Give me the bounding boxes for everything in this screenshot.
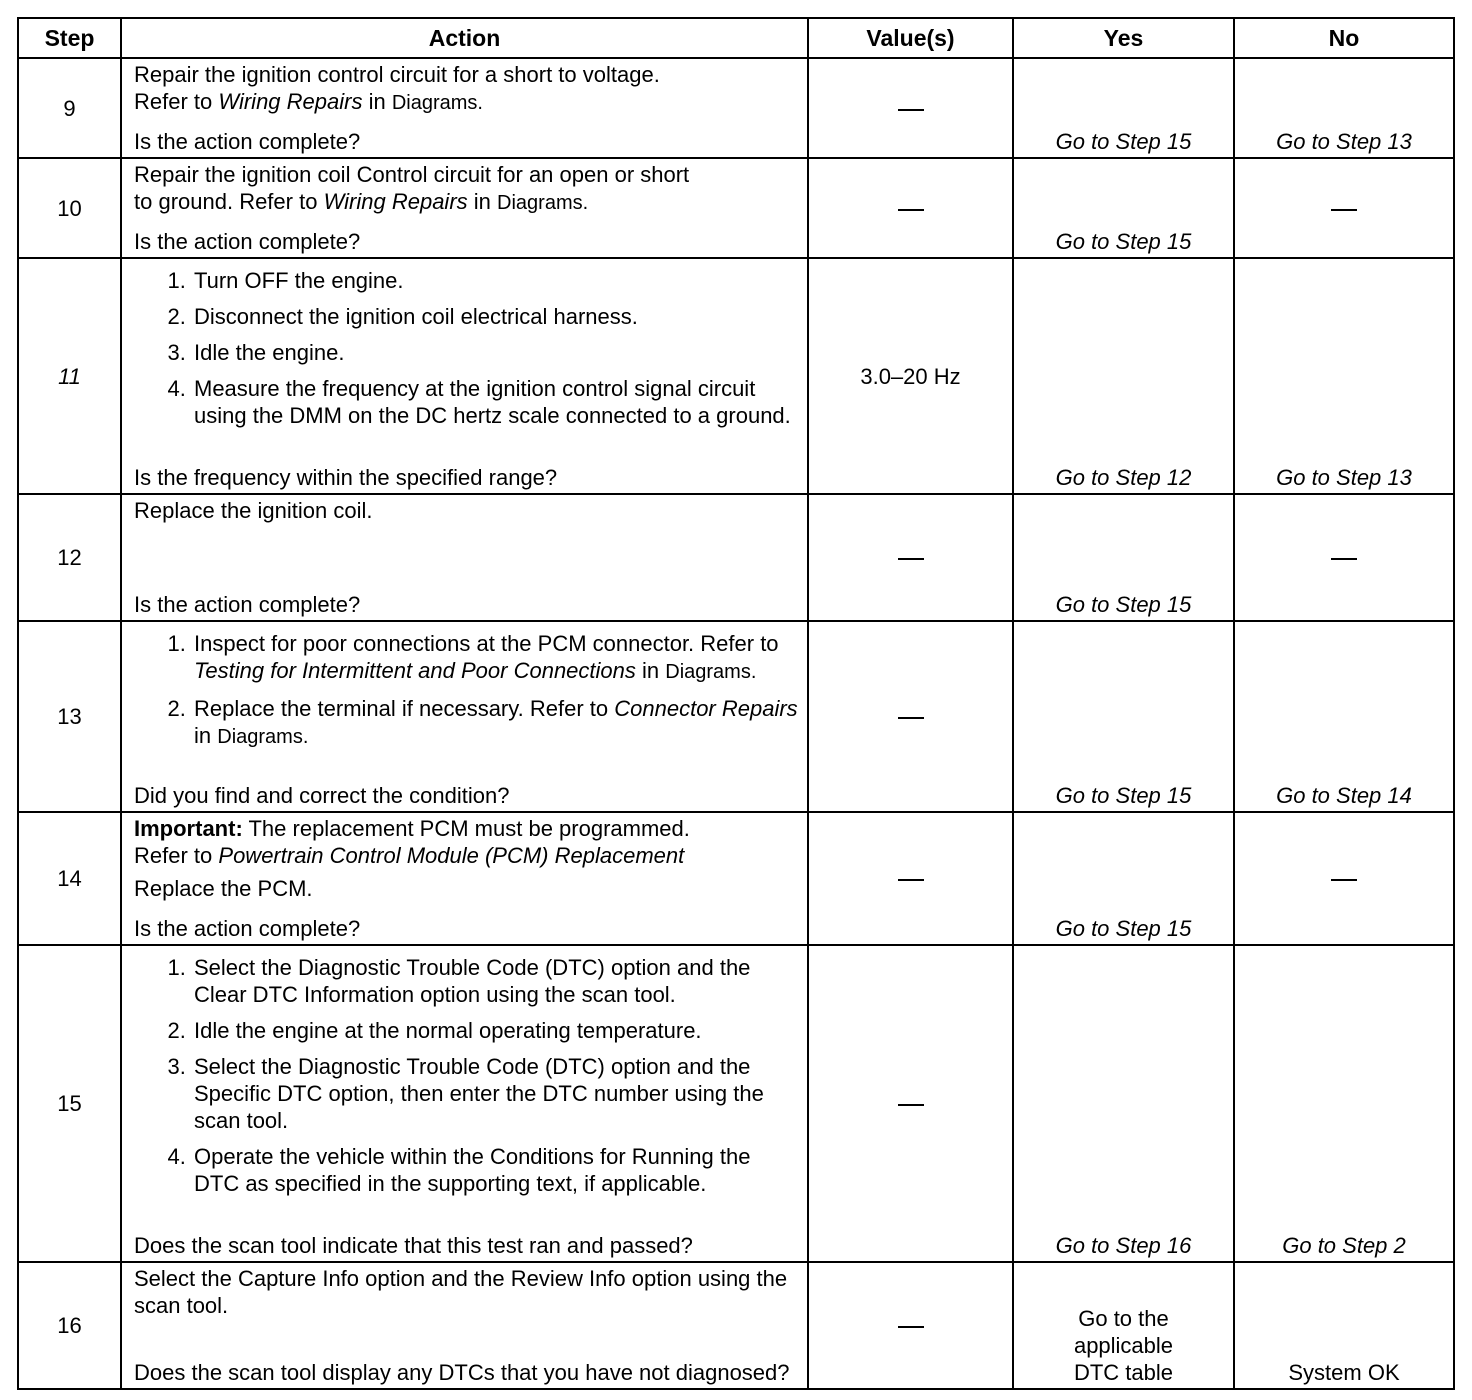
list-item <box>192 630 799 686</box>
reference-link: Testing for Intermittent and Poor Connections <box>194 658 636 683</box>
action-cell <box>121 158 808 258</box>
yes-line: Go to the <box>1078 1306 1169 1331</box>
action-cell <box>121 58 808 158</box>
header-step: Step <box>18 18 121 58</box>
action-text: The replacement PCM must be programmed. <box>248 816 690 841</box>
in-text: in <box>473 189 491 214</box>
table-row-step-15 <box>18 945 1454 1262</box>
yes-cell: Go to Step 15 <box>1013 494 1234 621</box>
yes-cell: Go to Step 15 <box>1013 621 1234 812</box>
action-text: Repair the ignition control circuit for a short to voltage. <box>134 62 660 87</box>
value-cell <box>808 494 1013 621</box>
header-values: Value(s) <box>808 18 1013 58</box>
action-cell <box>121 494 808 621</box>
no-cell <box>1234 494 1454 621</box>
reference-link: Powertrain Control Module (PCM) Replacement <box>218 843 685 868</box>
list-item <box>192 695 799 751</box>
in-text: in <box>194 723 212 748</box>
value-cell <box>808 945 1013 1262</box>
yes-line: applicable <box>1073 1333 1174 1358</box>
diagrams-text: Diagrams. <box>217 726 309 748</box>
list-item: 1. Turn OFF the engine. <box>192 267 799 294</box>
value-cell <box>808 1262 1013 1389</box>
list-item: 4. Measure the frequency at the ignition control signal circuit using the DMM on the DC hertz scale connected to a ground. <box>192 375 799 429</box>
refer-text: Refer to <box>134 89 213 114</box>
no-cell: Go to Step 13 <box>1234 258 1454 494</box>
diagrams-text: Diagrams. <box>497 192 589 214</box>
action-cell <box>121 1262 808 1389</box>
in-text: in <box>368 89 386 114</box>
step-number: 16 <box>18 1262 121 1389</box>
dash-mark <box>898 1326 924 1328</box>
value-cell <box>808 158 1013 258</box>
question-text: Is the action complete? <box>134 229 361 254</box>
refer-text: Refer to <box>134 843 213 868</box>
diagrams-text: Diagrams. <box>391 92 483 114</box>
header-row <box>18 18 1454 58</box>
no-cell <box>1234 158 1454 258</box>
reference-link: Wiring Repairs <box>218 89 363 114</box>
important-label: Important: <box>134 816 243 841</box>
action-text: Inspect for poor connections at the PCM connector. Refer to <box>194 631 779 656</box>
list-item: 2. Idle the engine at the normal operating temperature. <box>192 1017 799 1044</box>
action-cell <box>121 812 808 945</box>
yes-cell: Go to Step 16 <box>1013 945 1234 1262</box>
dash-mark <box>1331 879 1357 881</box>
question-text: Is the action complete? <box>134 592 361 617</box>
yes-cell: Go to Step 15 <box>1013 812 1234 945</box>
step-number: 11 <box>18 258 121 494</box>
step-number: 15 <box>18 945 121 1262</box>
yes-cell <box>1013 1262 1234 1389</box>
step-number: 9 <box>18 58 121 158</box>
value-cell <box>808 812 1013 945</box>
dash-mark <box>898 109 924 111</box>
table-row-step-9 <box>18 58 1454 158</box>
header-no: No <box>1234 18 1454 58</box>
question-text: Is the frequency within the specified range? <box>134 465 558 490</box>
diagnostic-table <box>17 17 1455 1390</box>
step-number: 12 <box>18 494 121 621</box>
action-text: Replace the terminal if necessary. Refer to <box>194 696 609 721</box>
step-number: 14 <box>18 812 121 945</box>
list-item: 3. Idle the engine. <box>192 339 799 366</box>
no-cell: System OK <box>1234 1262 1454 1389</box>
action-text: Repair the ignition coil Control circuit for an open or short <box>134 162 690 187</box>
question-text: Did you find and correct the condition? <box>134 783 510 808</box>
dash-mark <box>898 717 924 719</box>
procedure-list <box>134 954 799 1197</box>
in-text: in <box>642 658 660 683</box>
procedure-list <box>134 267 799 429</box>
question-text: Does the scan tool display any DTCs that you have not diagnosed? <box>134 1360 790 1385</box>
no-cell: Go to Step 2 <box>1234 945 1454 1262</box>
list-item: 3. Select the Diagnostic Trouble Code (DTC) option and the Specific DTC option, then enter the DTC number using the scan tool. <box>192 1053 799 1134</box>
table-row-step-10 <box>18 158 1454 258</box>
action-text: Replace the PCM. <box>134 876 313 901</box>
action-cell <box>121 621 808 812</box>
action-cell <box>121 945 808 1262</box>
dash-mark <box>1331 209 1357 211</box>
value-cell <box>808 621 1013 812</box>
value-cell: 3.0–20 Hz <box>808 258 1013 494</box>
question-text: Is the action complete? <box>134 916 361 941</box>
reference-link: Connector Repairs <box>614 696 798 721</box>
action-text: Replace the ignition coil. <box>134 498 373 523</box>
procedure-list <box>134 630 799 751</box>
step-number: 10 <box>18 158 121 258</box>
header-action: Action <box>121 18 808 58</box>
dash-mark <box>898 209 924 211</box>
dash-mark <box>1331 558 1357 560</box>
dash-mark <box>898 558 924 560</box>
step-number: 13 <box>18 621 121 812</box>
list-item: 2. Disconnect the ignition coil electrical harness. <box>192 303 799 330</box>
reference-link: Wiring Repairs <box>323 189 468 214</box>
table-row-step-13 <box>18 621 1454 812</box>
no-cell <box>1234 812 1454 945</box>
list-item: 1. Select the Diagnostic Trouble Code (DTC) option and the Clear DTC Information option using the scan tool. <box>192 954 799 1008</box>
no-cell: Go to Step 14 <box>1234 621 1454 812</box>
table-row-step-11 <box>18 258 1454 494</box>
yes-cell: Go to Step 12 <box>1013 258 1234 494</box>
diagrams-text: Diagrams. <box>665 661 757 683</box>
table-row-step-16 <box>18 1262 1454 1389</box>
question-text: Does the scan tool indicate that this test ran and passed? <box>134 1233 693 1258</box>
no-cell: Go to Step 13 <box>1234 58 1454 158</box>
table-row-step-12 <box>18 494 1454 621</box>
dash-mark <box>898 1104 924 1106</box>
yes-cell: Go to Step 15 <box>1013 158 1234 258</box>
action-cell <box>121 258 808 494</box>
yes-cell: Go to Step 15 <box>1013 58 1234 158</box>
question-text: Is the action complete? <box>134 129 361 154</box>
dash-mark <box>898 879 924 881</box>
header-yes: Yes <box>1013 18 1234 58</box>
action-text: to ground. Refer to <box>134 189 318 214</box>
action-text: Select the Capture Info option and the Review Info option using the scan tool. <box>134 1266 788 1318</box>
value-cell <box>808 58 1013 158</box>
yes-line: DTC table <box>1073 1360 1174 1385</box>
table-row-step-14 <box>18 812 1454 945</box>
list-item: 4. Operate the vehicle within the Conditions for Running the DTC as specified in the supporting text, if applicable. <box>192 1143 799 1197</box>
